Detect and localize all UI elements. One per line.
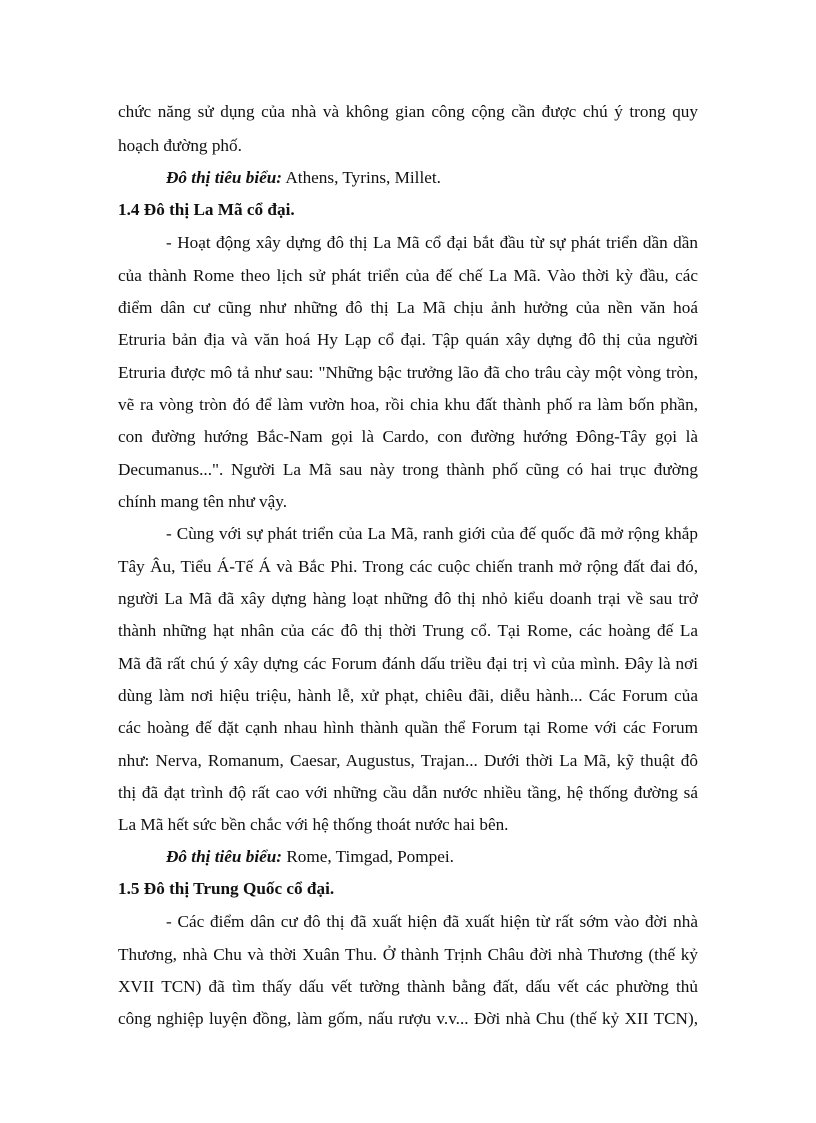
typical-cities-value: Athens, Tyrins, Millet. bbox=[282, 168, 441, 187]
typical-cities-line bbox=[166, 845, 698, 869]
paragraph-line: thành những hạt nhân của các đô thị thời Trung cổ. Tại Rome, các hoàng đế La bbox=[118, 621, 698, 640]
paragraph-line: con đường hướng Bắc-Nam gọi là Cardo, con đường hướng Đông-Tây gọi là bbox=[118, 427, 698, 446]
paragraph-line: XVII TCN) đã tìm thấy dấu vết tường thành bằng đất, dấu vết các phường thủ bbox=[118, 977, 698, 996]
paragraph-line: Mã đã rất chú ý xây dựng các Forum đánh dấu triều đại trị vì của mình. Đây là nơi bbox=[118, 654, 698, 673]
paragraph-line: thị đã đạt trình độ rất cao với những cầu dẫn nước nhiều tầng, hệ thống đường sá bbox=[118, 783, 698, 802]
paragraph-line: Etruria được mô tả như sau: "Những bậc trưởng lão đã cho trâu cày một vòng tròn, bbox=[118, 363, 698, 382]
paragraph-line: hoạch đường phố. bbox=[118, 136, 242, 155]
paragraph-line: chính mang tên như vậy. bbox=[118, 492, 288, 511]
paragraph-line: - Hoạt động xây dựng đô thị La Mã cổ đại bắt đầu từ sự phát triển dần dần bbox=[166, 233, 698, 252]
paragraph-line: điểm dân cư cũng như những đô thị La Mã chịu ảnh hưởng của nền văn hoá bbox=[118, 298, 698, 317]
section-heading: 1.5 Đô thị Trung Quốc cổ đại. bbox=[118, 879, 335, 898]
paragraph-line: người La Mã đã xây dựng hàng loạt những đô thị nhỏ kiểu doanh trại về sau trở bbox=[118, 589, 698, 608]
paragraph-line: Thương, nhà Chu và thời Xuân Thu. Ở thành Trịnh Châu đời nhà Thương (thế kỷ bbox=[118, 945, 698, 964]
paragraph-line: chức năng sử dụng của nhà và không gian công cộng cần được chú ý trong quy bbox=[118, 102, 698, 121]
section-heading: 1.4 Đô thị La Mã cổ đại. bbox=[118, 200, 295, 219]
typical-cities-label: Đô thị tiêu biểu: bbox=[166, 168, 283, 187]
typical-cities-label: Đô thị tiêu biểu: bbox=[166, 847, 283, 866]
paragraph-line: - Các điểm dân cư đô thị đã xuất hiện đã xuất hiện từ rất sớm vào đời nhà bbox=[166, 912, 698, 931]
paragraph-line: Decumanus...". Người La Mã sau này trong thành phố cũng có hai trục đường bbox=[118, 460, 698, 479]
paragraph-line: các hoàng đế đặt cạnh nhau hình thành quần thể Forum tại Rome với các Forum bbox=[118, 718, 698, 737]
paragraph-line: Etruria bản địa và văn hoá Hy Lạp cổ đại. Tập quán xây dựng đô thị của người bbox=[118, 330, 698, 349]
paragraph-line: La Mã hết sức bền chắc với hệ thống thoát nước hai bên. bbox=[118, 815, 509, 834]
paragraph-line: - Cùng với sự phát triển của La Mã, ranh giới của đế quốc đã mở rộng khắp bbox=[166, 524, 698, 543]
paragraph-line: công nghiệp luyện đồng, làm gốm, nấu rượu v.v... Đời nhà Chu (thế kỷ XII TCN), bbox=[118, 1009, 698, 1028]
paragraph-line: dùng làm nơi hiệu triệu, hành lễ, xử phạt, chiêu đãi, diễu hành... Các Forum của bbox=[118, 686, 698, 705]
paragraph-line: Tây Âu, Tiểu Á-Tế Á và Bắc Phi. Trong các cuộc chiến tranh mở rộng đất đai đó, bbox=[118, 557, 698, 576]
typical-cities-value: Rome, Timgad, Pompei. bbox=[282, 847, 454, 866]
paragraph-line: như: Nerva, Romanum, Caesar, Augustus, Trajan... Dưới thời La Mã, kỹ thuật đô bbox=[118, 751, 698, 770]
typical-cities-line bbox=[166, 166, 698, 190]
paragraph-line: vẽ ra vòng tròn đó để làm vườn hoa, rồi chia khu đất thành phố ra làm bốn phần, bbox=[118, 395, 698, 414]
paragraph-line: của thành Rome theo lịch sử phát triển của đế chế La Mã. Vào thời kỳ đầu, các bbox=[118, 266, 698, 285]
